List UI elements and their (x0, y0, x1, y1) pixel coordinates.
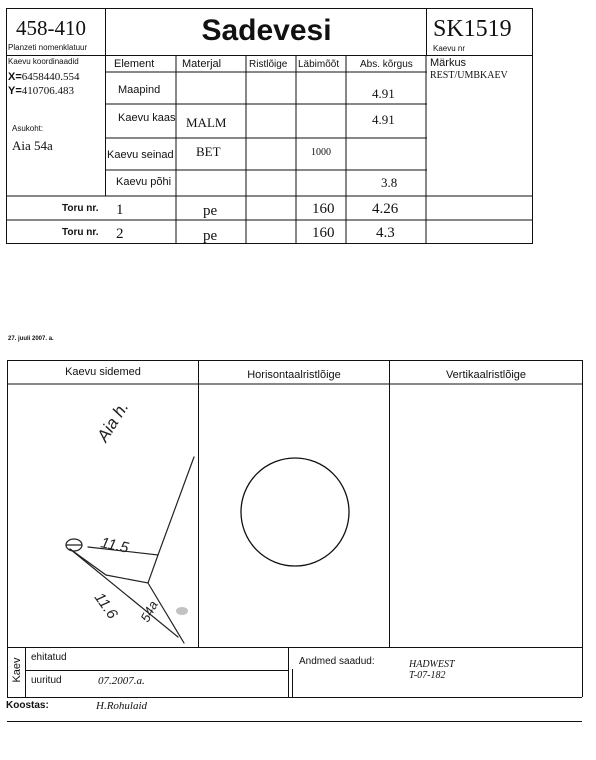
header-diameter: Läbimõõt (298, 59, 340, 70)
section-vertical-title: Vertikaalristlõige (445, 369, 527, 381)
coordinates-label: Kaevu koordinaadid (8, 57, 79, 66)
data-source-line1: HADWEST (409, 659, 455, 670)
row-abs-height: 4.91 (372, 112, 395, 127)
row-material: BET (196, 144, 221, 159)
header-element: Element (114, 58, 155, 70)
pipe-diameter: 160 (312, 201, 335, 217)
remarks-label: Märkus (430, 57, 467, 69)
row-element: Maapind (118, 84, 161, 96)
remarks-value: REST/UMBKAEV (430, 70, 508, 81)
sketch-label-a: 11.5 (99, 534, 131, 557)
section-horizontal-title: Horisontaalristlõige (247, 369, 341, 381)
built-label: ehitatud (31, 652, 67, 663)
row-element: Kaevu kaas (118, 112, 176, 124)
well-number: SK1519 (433, 16, 512, 42)
compiler-label: Koostas: (6, 700, 49, 711)
y-value: 410706.483 (21, 85, 75, 97)
nomenclature-code: 458-410 (16, 16, 86, 40)
surveyed-label: uuritud (31, 675, 62, 686)
section-connections-title: Kaevu sidemed (65, 366, 141, 378)
nomenclature-label: Planzeti nomenklatuur (8, 43, 88, 52)
surveyed-value: 07.2007.a. (98, 675, 145, 687)
row-abs-height: 3.8 (381, 175, 398, 190)
kaev-side-label: Kaev (11, 657, 23, 683)
pipe-number: 1 (116, 202, 124, 218)
well-number-label: Kaevu nr (433, 44, 466, 53)
pipe-abs-height: 4.26 (372, 201, 399, 217)
pipe-diameter: 160 (312, 225, 335, 241)
pipe-material: pe (203, 228, 218, 244)
header-material: Materjal (182, 58, 222, 70)
document-date: 27. juuli 2007. a. (8, 336, 54, 342)
compiler-value: H.Rohulaid (96, 700, 148, 712)
row-abs-height: 4.91 (372, 86, 395, 101)
y-label: Y= (8, 85, 22, 97)
row-element: Kaevu seinad (107, 149, 174, 161)
row-diameter: 1000 (311, 147, 331, 158)
data-source-line2: T-07-182 (409, 670, 446, 681)
row-element: Kaevu põhi (116, 176, 172, 188)
pipe-number: 2 (116, 226, 124, 242)
x-label: X= (8, 71, 22, 83)
location-value: Aia 54a (12, 138, 53, 153)
header-cross-section: Ristlõige (249, 59, 288, 70)
pipe-abs-height: 4.3 (376, 225, 395, 241)
pipe-label: Toru nr. (62, 227, 99, 238)
row-material: MALM (186, 115, 227, 130)
page-title: Sadevesi (201, 14, 332, 47)
x-value: 6458440.554 (21, 71, 80, 83)
sketch-label-b: 11.6 (90, 589, 121, 623)
sketch-label-c: 54a (137, 598, 161, 625)
sketch-street-label: Aia h. (93, 398, 133, 446)
pipe-label: Toru nr. (62, 203, 99, 214)
header-abs-height: Abs. kõrgus (360, 59, 413, 70)
data-source-label: Andmed saadud: (299, 656, 375, 667)
pipe-material: pe (203, 203, 218, 219)
location-label: Asukoht: (12, 124, 44, 133)
